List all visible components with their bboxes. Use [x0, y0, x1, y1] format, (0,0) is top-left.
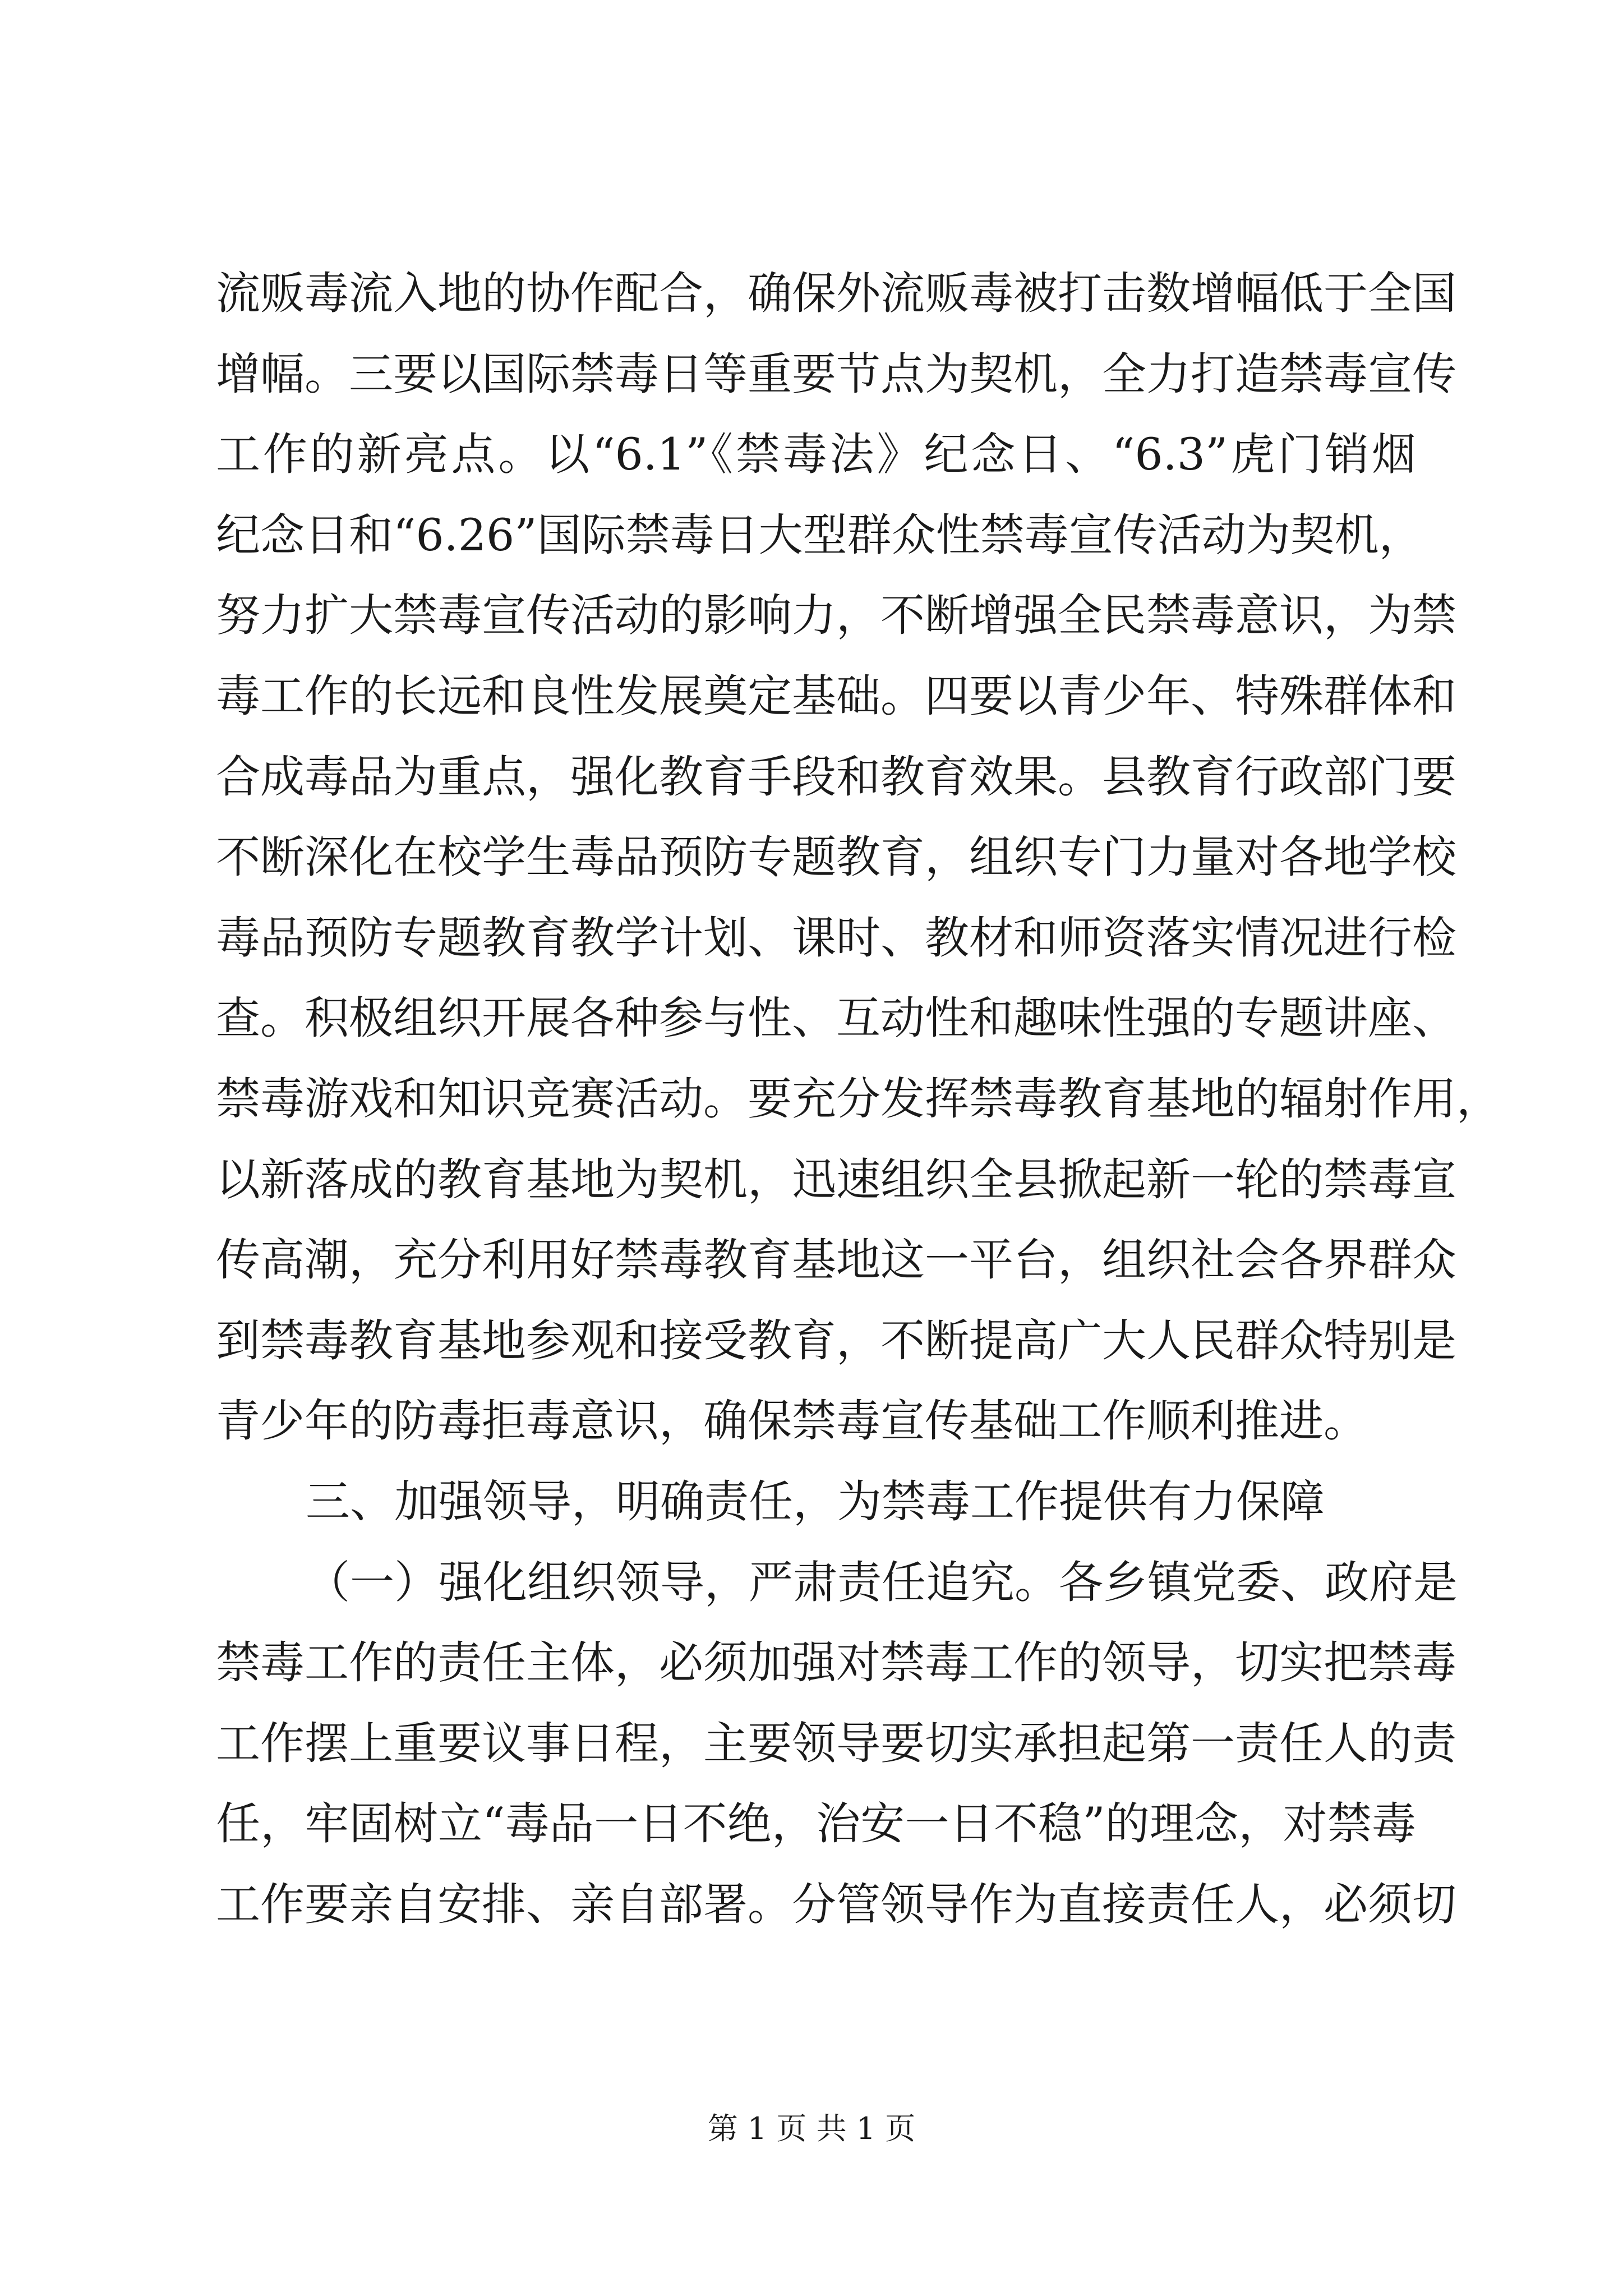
text-line: 以新落成的教育基地为契机，迅速组织全县掀起新一轮的禁毒宣 [216, 1153, 1456, 1205]
text-line: 增幅。三要以国际禁毒日等重要节点为契机，全力打造禁毒宣传 [216, 348, 1456, 400]
text-line: 任，牢固树立“毒品一日不绝，治安一日不稳”的理念，对禁毒 [216, 1798, 1416, 1850]
document-body [216, 254, 1501, 1945]
page-footer: 第 1 页 共 1 页 [707, 2111, 916, 2146]
text-line: 查。积极组织开展各种参与性、互动性和趣味性强的专题讲座、 [216, 992, 1456, 1045]
text-line: 工作要亲自安排、亲自部署。分管领导作为直接责任人，必须切 [216, 1878, 1456, 1930]
text-line: 传高潮，充分利用好禁毒教育基地这一平台，组织社会各界群众 [216, 1234, 1456, 1286]
text-line: 不断深化在校学生毒品预防专题教育，组织专门力量对各地学校 [216, 831, 1456, 884]
text-line: 到禁毒教育基地参观和接受教育，不断提高广大人民群众特别是 [216, 1314, 1456, 1366]
text-line: 努力扩大禁毒宣传活动的影响力，不断增强全民禁毒意识，为禁 [216, 590, 1456, 642]
text-line: 工作的新亮点。以“6.1”《禁毒法》纪念日、“6.3”虎门销烟 [216, 429, 1416, 481]
text-line: 禁毒工作的责任主体，必须加强对禁毒工作的领导，切实把禁毒 [216, 1637, 1456, 1689]
section-heading: 三、加强领导，明确责任，为禁毒工作提供有力保障 [306, 1475, 1325, 1527]
text-line: （一）强化组织领导，严肃责任追究。各乡镇党委、政府是 [306, 1556, 1458, 1608]
text-line: 毒品预防专题教育教学计划、课时、教材和师资落实情况进行检 [216, 912, 1456, 964]
text-line: 毒工作的长远和良性发展奠定基础。四要以青少年、特殊群体和 [216, 670, 1456, 722]
text-line: 纪念日和“6.26”国际禁毒日大型群众性禁毒宣传活动为契机， [216, 509, 1423, 561]
text-line: 流贩毒流入地的协作配合，确保外流贩毒被打击数增幅低于全国 [216, 268, 1456, 319]
text-line: 合成毒品为重点，强化教育手段和教育效果。县教育行政部门要 [216, 751, 1456, 803]
text-line: 禁毒游戏和知识竞赛活动。要充分发挥禁毒教育基地的辐射作用， [216, 1073, 1501, 1125]
text-line: 青少年的防毒拒毒意识，确保禁毒宣传基础工作顺利推进。 [216, 1395, 1368, 1447]
text-line: 工作摆上重要议事日程，主要领导要切实承担起第一责任人的责 [216, 1717, 1456, 1769]
